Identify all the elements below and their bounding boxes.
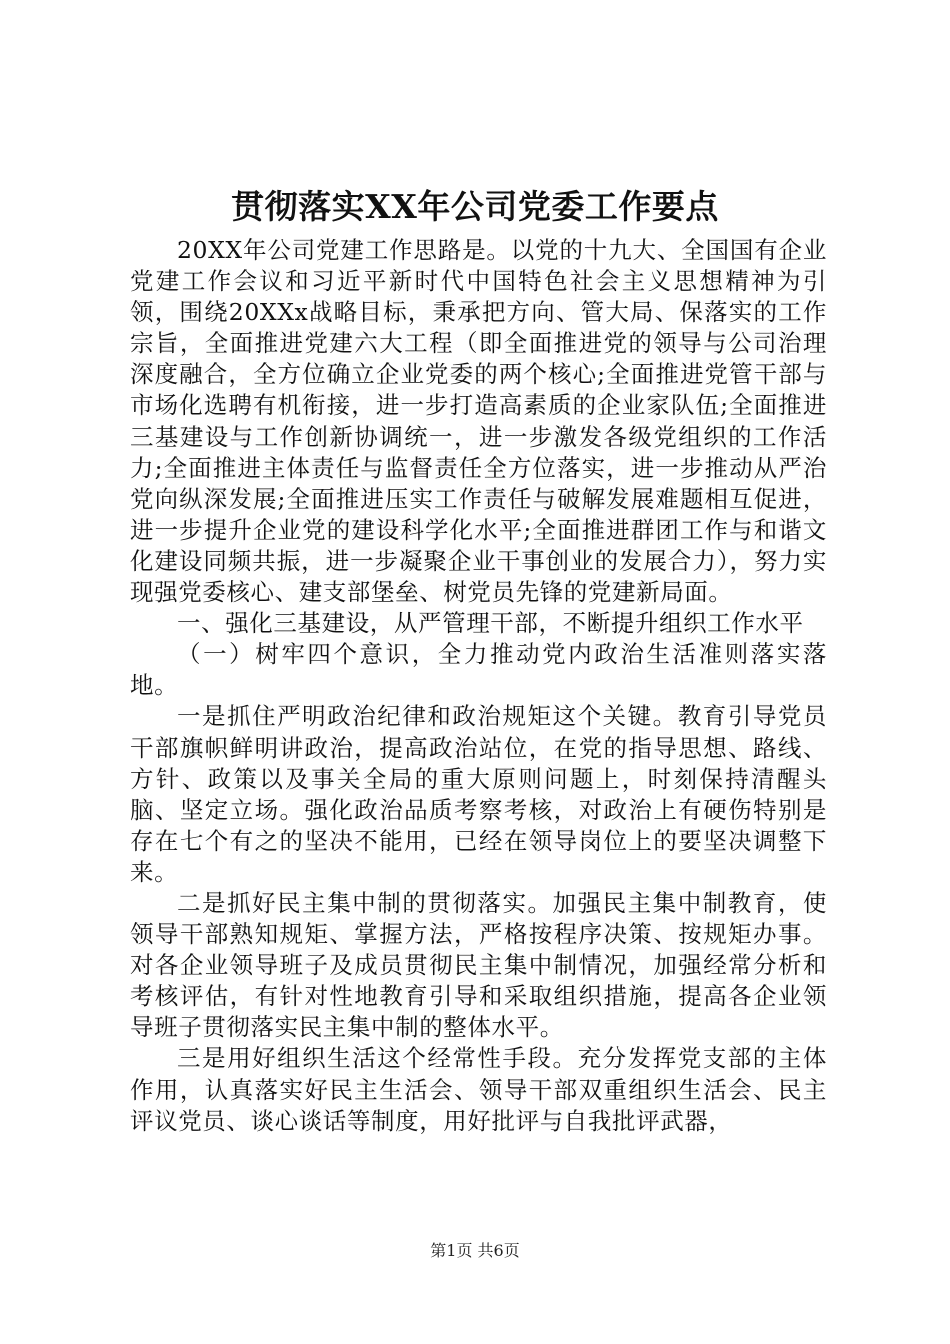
document-title: 贯彻落实XX年公司党委工作要点 bbox=[231, 187, 719, 226]
page-number-footer: 第1页 共6页 bbox=[430, 1241, 520, 1260]
subsection-heading-1: （一）树牢四个意识，全力推动党内政治生活准则落实落地。 bbox=[130, 640, 827, 700]
paragraph-intro: 20XX年公司党建工作思路是。以党的十九大、全国国有企业党建工作会议和习近平新时代中国特色社会主义思想精神为引领，围绕20XXx战略目标，秉承把方向、管大局、保落实的工作宗旨，全面推进党建六大工程（即全面推进党的领导与公司治理深度融合，全方位确立企业党委的两个核心;全面推进党管干部与市场化选聘有机衔接，进一步打造高素质的企业家队伍;全面推进三基建设与工作创新协调统一，进一步激发各级党组织的工作活力;全面推进主体责任与监督责任全方位落实，进一步推动从严治党向纵深发展;全面推进压实工作责任与破解发展难题相互促进，进一步提升企业党的建设科学化水平;全面推进群团工作与和谐文化建设同频共振，进一步凝聚企业干事创业的发展合力），努力实现强党委核心、建支部堡垒、树党员先锋的党建新局面。 bbox=[130, 236, 827, 607]
document-body bbox=[130, 235, 827, 1137]
paragraph-item-2: 二是抓好民主集中制的贯彻落实。加强民主集中制教育，使领导干部熟知规矩、掌握方法，严格按程序决策、按规矩办事。对各企业领导班子及成员贯彻民主集中制情况，加强经常分析和考核评估，有针对性地教育引导和采取组织措施，提高各企业领导班子贯彻落实民主集中制的整体水平。 bbox=[130, 888, 827, 1042]
section-heading-1: 一、强化三基建设，从严管理干部，不断提升组织工作水平 bbox=[177, 609, 804, 638]
paragraph-item-1: 一是抓住严明政治纪律和政治规矩这个关键。教育引导党员干部旗帜鲜明讲政治，提高政治站位，在党的指导思想、路线、方针、政策以及事关全局的重大原则问题上，时刻保持清醒头脑、坚定立场。强化政治品质考察考核，对政治上有硬伤特别是存在七个有之的坚决不能用，已经在领导岗位上的要坚决调整下来。 bbox=[130, 702, 827, 886]
paragraph-item-3: 三是用好组织生活这个经常性手段。充分发挥党支部的主体作用，认真落实好民主生活会、领导干部双重组织生活会、民主评议党员、谈心谈话等制度，用好批评与自我批评武器， bbox=[130, 1044, 827, 1135]
